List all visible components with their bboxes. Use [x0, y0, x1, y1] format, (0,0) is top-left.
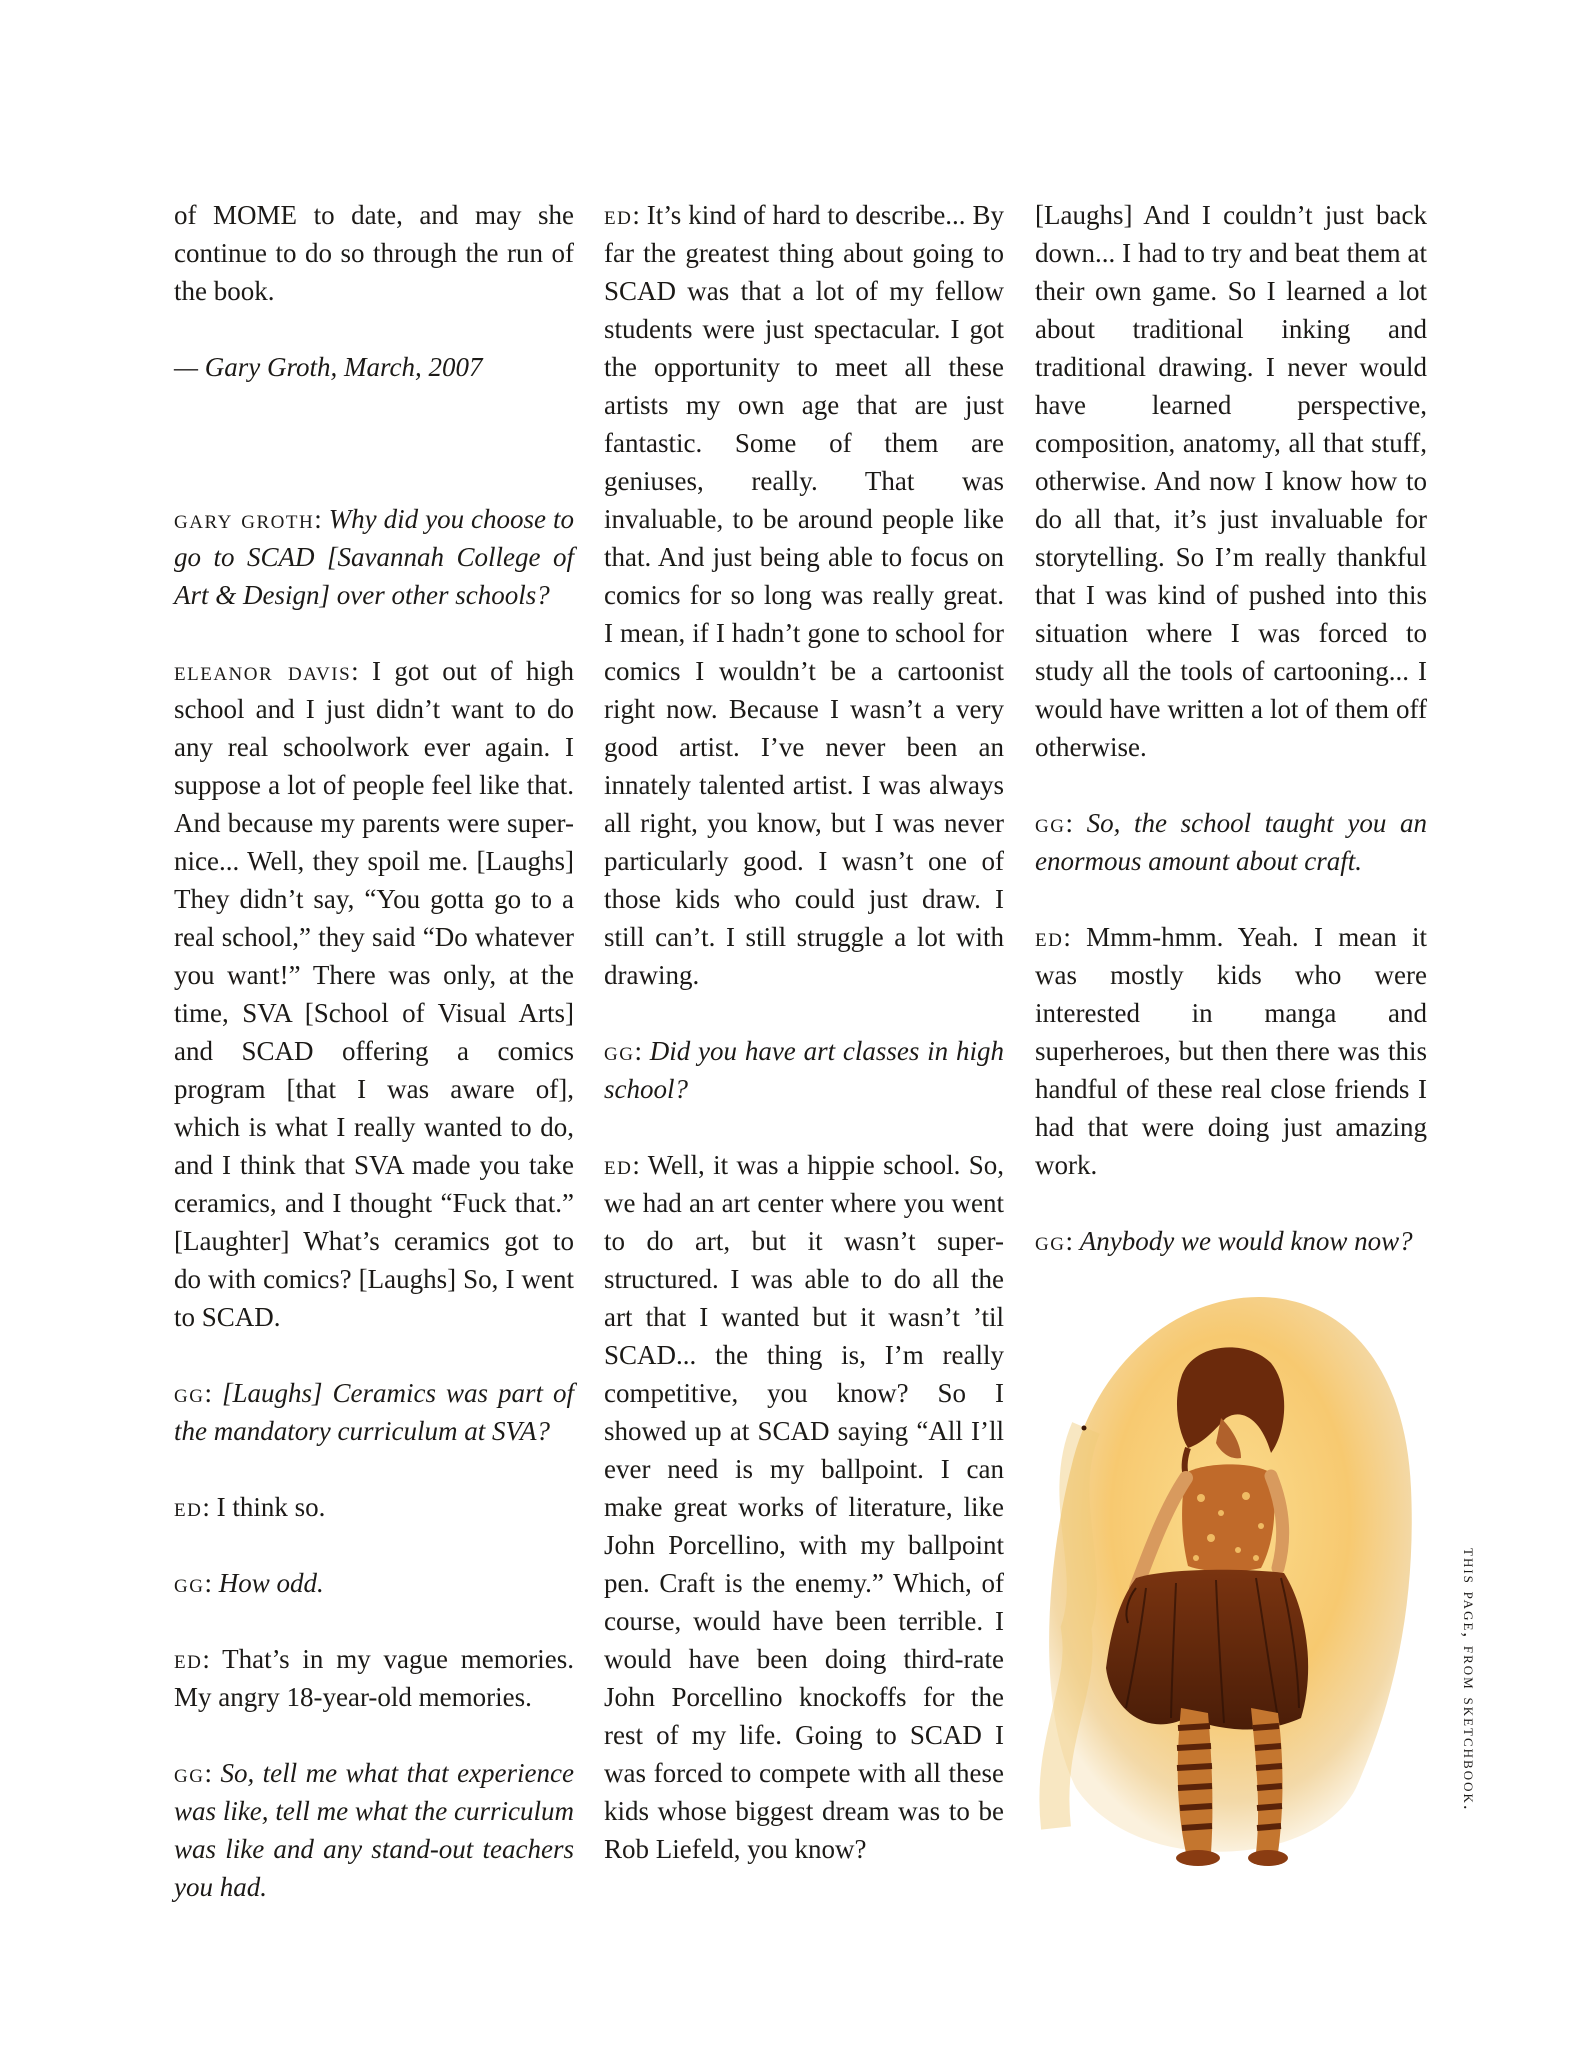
speaker-label: gary groth [174, 504, 315, 534]
speaker-label: ed [604, 1150, 633, 1180]
question-text: Anybody we would know now? [1079, 1226, 1413, 1256]
speaker-label: gg [1035, 1226, 1066, 1256]
answer-paragraph: ed: Mmm-hmm. Yeah. I mean it was mostly kids who were interested in manga and superheroes, but then there was this handful of these real close friends I had that were doing just amazing work. [1035, 922, 1427, 1180]
answer-continuation: [Laughs] And I couldn’t just back down... I had to try and beat them at their own game. So I learned a lot about traditional inking and traditional drawing. I never would have learned perspective, composition, anatomy, all that stuff, otherwise. And now I know how to do all that, it’s just invaluable for storytelling. So I’m really thankful that I was kind of pushed into this situation where I was forced to study all the tools of cartooning... I would have written a lot of them off otherwise. [1035, 200, 1427, 762]
text-column-2 [604, 196, 1004, 1868]
answer-text: Well, it was a hippie school. So, we had an art center where you went to do art, but it wasn’t super-structured. I was able to do all the art that I wanted but it wasn’t ’til SCAD... the thing is, I’m really competitive, you know? So I showed up at SCAD saying “All I’ll ever need is my ballpoint. I can make great works of literature, like John Porcellino, with my ballpoint pen. Craft is the enemy.” Which, of course, would have been terrible. I would have been doing third-rate John Porcellino knockoffs for the rest of my life. Going to SCAD I was forced to compete with all these kids whose biggest dream was to be Rob Liefeld, you know? [604, 1150, 1004, 1864]
speaker-label: eleanor davis [174, 656, 352, 686]
question-text: So, tell me what that experience was like, tell me what the curriculum was like and any stand-out teachers you had. [174, 1758, 574, 1902]
sketchbook-illustration [1016, 1268, 1436, 1888]
speaker-label: gg [1035, 808, 1066, 838]
speaker-label: ed [174, 1644, 203, 1674]
caption-text: this page, from sketchbook. [1459, 1548, 1480, 1812]
question-paragraph: gg: How odd. [174, 1568, 324, 1598]
speaker-label: gg [174, 1568, 205, 1598]
question-paragraph: gg: Anybody we would know now? [1035, 1226, 1413, 1256]
question-paragraph: gg: [Laughs] Ceramics was part of the mandatory curriculum at SVA? [174, 1378, 574, 1446]
speaker-label: gg [174, 1758, 205, 1788]
answer-text: It’s kind of hard to describe... By far the greatest thing about going to SCAD was that a lot of my fellow students were just spectacular. I got the opportunity to meet all these artists my own age that are just fantastic. Some of them are geniuses, really. That was invaluable, to be around people like that. And just being able to focus on comics for so long was really great. I mean, if I hadn’t gone to school for comics I wouldn’t be a cartoonist right now. Because I wasn’t a very good artist. I’ve never been an innately talented artist. I was always all right, you know, but I was never particularly good. I wasn’t one of those kids who could just draw. I still can’t. I still struggle a lot with drawing. [604, 200, 1004, 990]
intro-paragraph-end: of MOME to date, and may she continue to do so through the run of the book. [174, 200, 574, 306]
speaker-label: ed [1035, 922, 1064, 952]
answer-text: Mmm-hmm. Yeah. I mean it was mostly kids who were interested in manga and superheroes, but then there was this handful of these real close friends I had that were doing just amazing work. [1035, 922, 1427, 1180]
speaker-label: gg [604, 1036, 635, 1066]
text-column-3 [1035, 196, 1427, 1260]
question-text: Why did you choose to go to SCAD [Savannah College of Art & Design] over other schools? [174, 504, 574, 610]
speaker-label: gg [174, 1378, 205, 1408]
speaker-label: ed [174, 1492, 203, 1522]
image-caption [1452, 1548, 1482, 1888]
text-column-1 [174, 196, 574, 1906]
question-paragraph: gary groth: Why did you choose to go to SCAD [Savannah College of Art & Design] over other schools? [174, 504, 574, 610]
answer-text: That’s in my vague memories. My angry 18-year-old memories. [174, 1644, 574, 1712]
question-paragraph: gg: So, the school taught you an enormous amount about craft. [1035, 808, 1427, 876]
answer-text: I got out of high school and I just didn’t want to do any real schoolwork ever again. I suppose a lot of people feel like that. And because my parents were super-nice... Well, they spoil me. [Laughs] They didn’t say, “You gotta go to a real school,” they said “Do whatever you want!” There was only, at the time, SVA [School of Visual Arts] and SCAD offering a comics program [that I was aware of], which is what I really wanted to do, and I think that SVA made you take ceramics, and I thought “Fuck that.” [Laughter] What’s ceramics got to do with comics? [Laughs] So, I went to SCAD. [174, 656, 574, 1332]
question-text: [Laughs] Ceramics was part of the mandatory curriculum at SVA? [174, 1378, 574, 1446]
question-paragraph: gg: Did you have art classes in high school? [604, 1036, 1004, 1104]
question-text: Did you have art classes in high school? [604, 1036, 1004, 1104]
question-paragraph: gg: So, tell me what that experience was like, tell me what the curriculum was like and any stand-out teachers you had. [174, 1758, 574, 1902]
answer-paragraph: ed: Well, it was a hippie school. So, we had an art center where you went to do art, but it wasn’t super-structured. I was able to do all the art that I wanted but it wasn’t ’til SCAD... the thing is, I’m really competitive, you know? So I showed up at SCAD saying “All I’ll ever need is my ballpoint. I can make great works of literature, like John Porcellino, with my ballpoint pen. Craft is the enemy.” Which, of course, would have been terrible. I would have been doing third-rate John Porcellino knockoffs for the rest of my life. Going to SCAD I was forced to compete with all these kids whose biggest dream was to be Rob Liefeld, you know? [604, 1150, 1004, 1864]
section-gap [174, 424, 574, 500]
answer-paragraph: ed: I think so. [174, 1492, 326, 1522]
answer-text: I think so. [216, 1492, 326, 1522]
question-text: So, the school taught you an enormous amount about craft. [1035, 808, 1427, 876]
answer-paragraph: ed: That’s in my vague memories. My angry 18-year-old memories. [174, 1644, 574, 1712]
question-text: How odd. [218, 1568, 324, 1598]
answer-paragraph: ed: It’s kind of hard to describe... By far the greatest thing about going to SCAD was that a lot of my fellow students were just spectacular. I got the opportunity to meet all these artists my own age that are just fantastic. Some of them are geniuses, really. That was invaluable, to be around people like that. And just being able to focus on comics for so long was really great. I mean, if I hadn’t gone to school for comics I wouldn’t be a cartoonist right now. Because I wasn’t a very good artist. I’ve never been an innately talented artist. I was always all right, you know, but I was never particularly good. I wasn’t one of those kids who could just draw. I still can’t. I still struggle a lot with drawing. [604, 200, 1004, 990]
signature: — Gary Groth, March, 2007 [174, 352, 483, 382]
answer-paragraph: eleanor davis: I got out of high school and I just didn’t want to do any real schoolwork ever again. I suppose a lot of people feel like that. And because my parents were super-nice... Well, they spoil me. [Laughs] They didn’t say, “You gotta go to a real school,” they said “Do whatever you want!” There was only, at the time, SVA [School of Visual Arts] and SCAD offering a comics program [that I was aware of], which is what I really wanted to do, and I think that SVA made you take ceramics, and I thought “Fuck that.” [Laughter] What’s ceramics got to do with comics? [Laughs] So, I went to SCAD. [174, 656, 574, 1332]
speaker-label: ed [604, 200, 633, 230]
